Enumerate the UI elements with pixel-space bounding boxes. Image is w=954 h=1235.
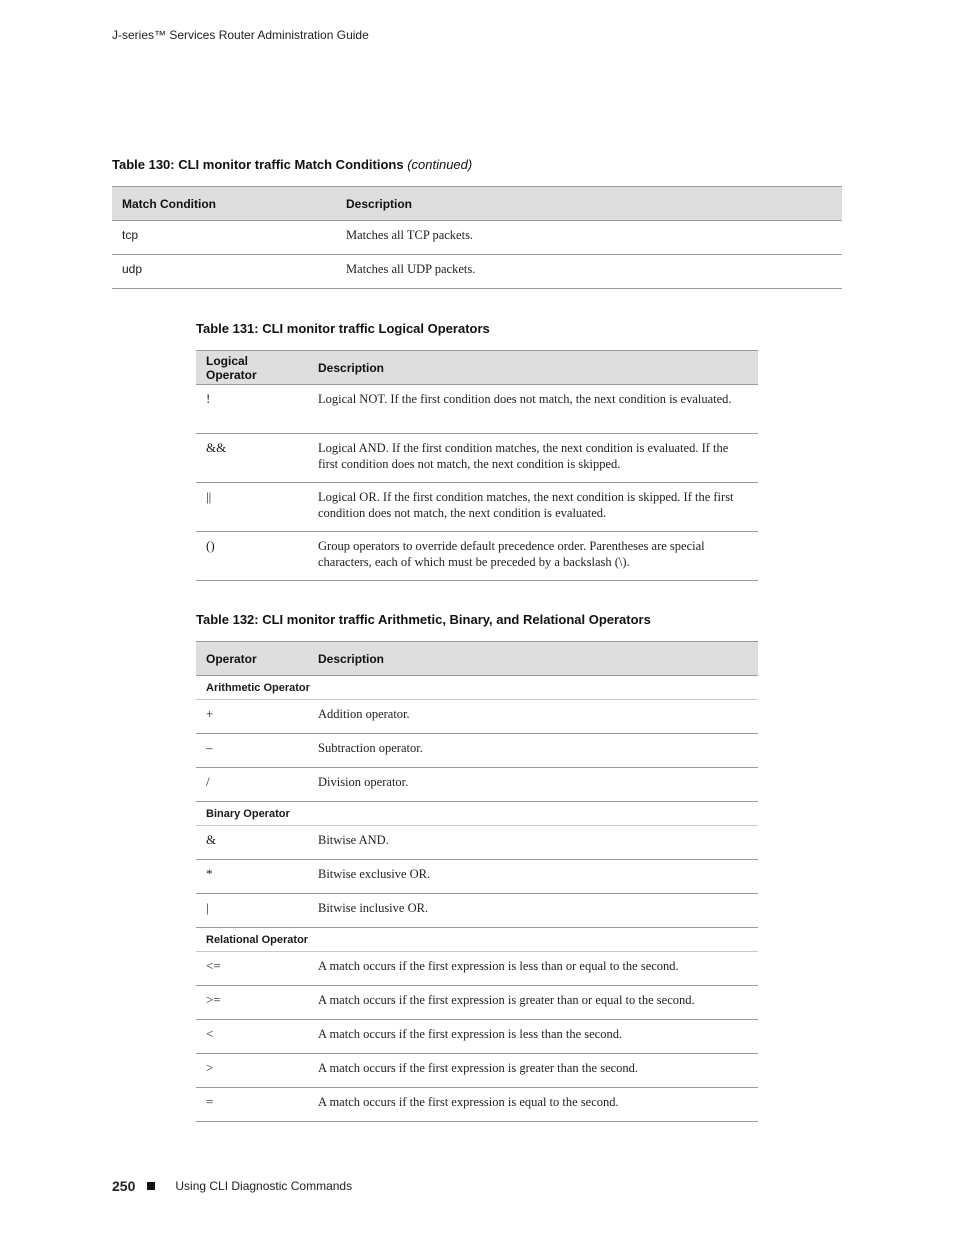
description-cell: Bitwise inclusive OR. xyxy=(308,894,758,928)
description-cell: Bitwise AND. xyxy=(308,826,758,860)
table-row xyxy=(196,894,758,928)
table-row xyxy=(196,826,758,860)
section-title: Using CLI Diagnostic Commands xyxy=(175,1179,353,1193)
table-row xyxy=(196,1020,758,1054)
description-cell: A match occurs if the first expression is greater than or equal to the second. xyxy=(308,986,758,1020)
group-label: Binary Operator xyxy=(196,802,758,826)
column-header-description: Description xyxy=(336,187,842,221)
operator-cell: = xyxy=(196,1088,308,1122)
column-header-description: Description xyxy=(308,351,758,385)
operator-cell: <= xyxy=(196,952,308,986)
description-cell: A match occurs if the first expression is less than or equal to the second. xyxy=(308,952,758,986)
description-cell: Logical NOT. If the first condition does not match, the next condition is evaluated. xyxy=(308,385,758,434)
operator-cell: + xyxy=(196,700,308,734)
table-row xyxy=(196,1088,758,1122)
match-condition-cell: tcp xyxy=(112,221,336,255)
table-row xyxy=(196,483,758,532)
table-row xyxy=(196,860,758,894)
description-cell: Logical AND. If the first condition matches, the next condition is evaluated. If the first condition does not match, the next condition is skipped. xyxy=(308,434,758,483)
column-header-operator: Operator xyxy=(196,642,308,676)
column-header-match-condition: Match Condition xyxy=(112,187,336,221)
operator-cell: – xyxy=(196,734,308,768)
operator-cell: | xyxy=(196,894,308,928)
table-131-caption: Table 131: CLI monitor traffic Logical Operators xyxy=(196,321,490,336)
table-130-caption xyxy=(112,157,472,172)
page-footer xyxy=(112,1178,352,1194)
square-bullet-icon xyxy=(147,1182,155,1190)
operator-cell: * xyxy=(196,860,308,894)
table-130-continued: (continued) xyxy=(407,157,473,172)
operator-cell: || xyxy=(196,483,308,532)
operator-cell: () xyxy=(196,532,308,581)
operator-cell: > xyxy=(196,1054,308,1088)
running-header: J-series™ Services Router Administration Guide xyxy=(112,28,369,42)
table-row xyxy=(196,768,758,802)
table-131 xyxy=(196,350,758,581)
operator-cell: / xyxy=(196,768,308,802)
table-row xyxy=(196,952,758,986)
table-row xyxy=(196,734,758,768)
group-row-relational xyxy=(196,928,758,952)
table-130-title: Table 130: CLI monitor traffic Match Conditions xyxy=(112,157,404,172)
description-cell: A match occurs if the first expression is equal to the second. xyxy=(308,1088,758,1122)
operator-cell: & xyxy=(196,826,308,860)
table-row xyxy=(196,1054,758,1088)
table-row xyxy=(196,986,758,1020)
operator-cell: >= xyxy=(196,986,308,1020)
operator-cell: < xyxy=(196,1020,308,1054)
description-cell: Logical OR. If the first condition matches, the next condition is skipped. If the first condition does not match, the next condition is evaluated. xyxy=(308,483,758,532)
table-132-caption: Table 132: CLI monitor traffic Arithmetic, Binary, and Relational Operators xyxy=(196,612,651,627)
description-cell: Group operators to override default precedence order. Parentheses are special characters, each of which must be preceded by a backslash (\). xyxy=(308,532,758,581)
group-row-arithmetic xyxy=(196,676,758,700)
group-row-binary xyxy=(196,802,758,826)
description-cell: Addition operator. xyxy=(308,700,758,734)
group-label: Arithmetic Operator xyxy=(196,676,758,700)
operator-cell: ! xyxy=(196,385,308,434)
operator-cell: && xyxy=(196,434,308,483)
table-row xyxy=(196,385,758,434)
description-cell: A match occurs if the first expression is greater than the second. xyxy=(308,1054,758,1088)
match-condition-cell: udp xyxy=(112,255,336,289)
table-row xyxy=(112,255,842,289)
page-number: 250 xyxy=(112,1178,136,1194)
description-cell: A match occurs if the first expression is less than the second. xyxy=(308,1020,758,1054)
group-label: Relational Operator xyxy=(196,928,758,952)
description-cell: Subtraction operator. xyxy=(308,734,758,768)
description-cell: Matches all UDP packets. xyxy=(336,255,842,289)
column-header-description: Description xyxy=(308,642,758,676)
description-cell: Division operator. xyxy=(308,768,758,802)
table-130 xyxy=(112,186,842,289)
table-row xyxy=(112,221,842,255)
table-row xyxy=(196,434,758,483)
description-cell: Bitwise exclusive OR. xyxy=(308,860,758,894)
table-row xyxy=(196,532,758,581)
description-cell: Matches all TCP packets. xyxy=(336,221,842,255)
table-132 xyxy=(196,641,758,1122)
table-row xyxy=(196,700,758,734)
column-header-logical-operator: Logical Operator xyxy=(196,351,308,385)
